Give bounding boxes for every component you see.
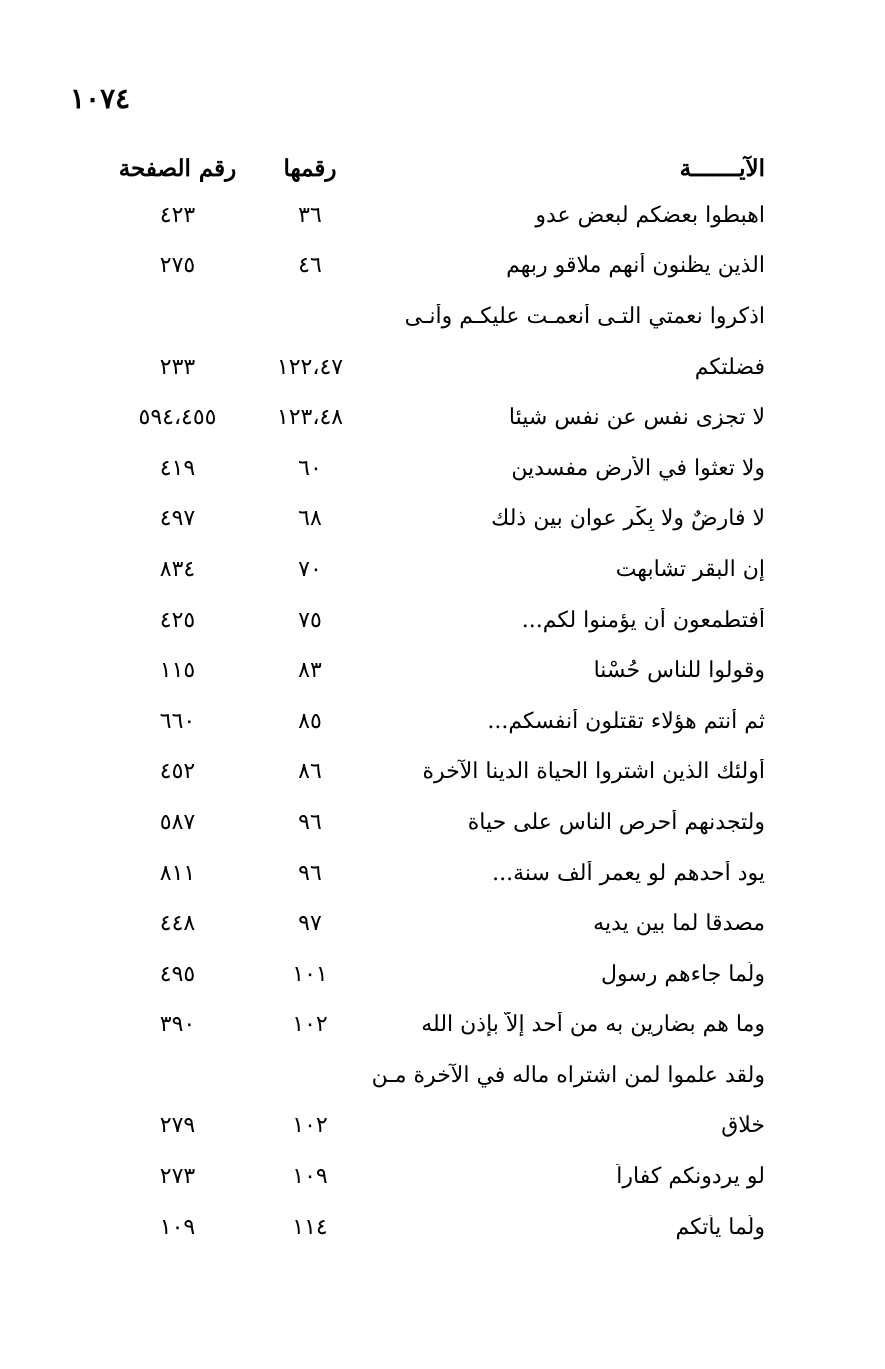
header-page: رقم الصفحة bbox=[118, 154, 237, 182]
page-ref: ٦٦٠ bbox=[159, 708, 196, 734]
table-row bbox=[100, 797, 765, 848]
ayah-number: ٧٥ bbox=[298, 607, 322, 633]
table-row bbox=[100, 1202, 765, 1253]
page-ref: ٤٢٥ bbox=[159, 607, 196, 633]
page-ref: ٤٤٨ bbox=[159, 911, 196, 937]
table-row bbox=[100, 747, 765, 798]
table-row bbox=[100, 291, 765, 342]
ayah-text: أفتطمعون أن يؤمنوا لكم... bbox=[521, 607, 765, 633]
page-number: ١٠٧٤ bbox=[70, 82, 131, 115]
page-ref: ١١٥ bbox=[159, 658, 196, 684]
page-ref: ٨٣٤ bbox=[159, 556, 196, 582]
page-ref: ٤٢٣ bbox=[159, 202, 196, 228]
ayah-number: ٨٦ bbox=[298, 759, 322, 785]
ayah-number: ١٠٩ bbox=[292, 1164, 328, 1190]
table-row bbox=[100, 1151, 765, 1202]
ayah-number: ٩٦ bbox=[298, 809, 322, 835]
ayah-text: ولا تعثوا في الأرض مفسدين bbox=[511, 455, 765, 481]
page-ref: ٢٧٩ bbox=[159, 1113, 196, 1139]
ayah-number: ٨٣ bbox=[298, 658, 322, 684]
table-row bbox=[100, 696, 765, 747]
ayah-text: إن البقر تشابهت bbox=[615, 556, 765, 582]
ayah-number: ١٢٣،٤٨ bbox=[276, 405, 344, 431]
ayah-text: ولقد علموا لمن اشتراه ماله في الآخرة مـن bbox=[371, 1062, 765, 1088]
header-ayah: الآيـــــــة bbox=[679, 154, 765, 182]
page-ref: ٥٩٤،٤٥٥ bbox=[138, 405, 217, 431]
ayah-number: ١٠٢ bbox=[292, 1012, 328, 1038]
table-row bbox=[100, 1000, 765, 1051]
ayah-text: خلاق bbox=[721, 1113, 765, 1139]
ayah-text: لا تجزى نفس عن نفس شيئا bbox=[508, 405, 765, 431]
ayah-number: ٣٦ bbox=[298, 202, 322, 228]
ayah-text: يود أحدهم لو يعمر ألف سنة... bbox=[492, 860, 765, 886]
ayah-text: مصدقا لما بين يديه bbox=[593, 911, 765, 937]
table-row bbox=[100, 392, 765, 443]
ayah-number: ٤٦ bbox=[298, 253, 322, 279]
ayah-number: ٩٧ bbox=[298, 911, 322, 937]
ayah-text: ولتجدنهم أحرص الناس على حياة bbox=[467, 809, 765, 835]
page-ref: ٢٧٥ bbox=[159, 253, 196, 279]
table-row bbox=[100, 898, 765, 949]
table-row bbox=[100, 848, 765, 899]
ayah-text: اذكروا نعمتي التـى أنعمـت عليكـم وأنـى bbox=[404, 303, 765, 329]
page-ref: ٢٧٣ bbox=[159, 1164, 196, 1190]
ayah-number: ١١٤ bbox=[292, 1214, 328, 1240]
ayah-text: ثم أنتم هؤلاء تقتلون أنفسكم... bbox=[487, 708, 765, 734]
page-ref: ٤١٩ bbox=[159, 455, 196, 481]
ayah-number: ١٠٢ bbox=[292, 1113, 328, 1139]
ayah-text: الذين يظنون أنهم ملاقو ربهم bbox=[506, 253, 765, 279]
table-row bbox=[100, 544, 765, 595]
verse-index-table bbox=[100, 146, 765, 1252]
ayah-number: ٦٠ bbox=[298, 455, 322, 481]
ayah-text: وما هم بضارين به من أحد إلاّ بإذن الله bbox=[421, 1012, 765, 1038]
ayah-text: لا فارضٌ ولا بِكْر عوان بين ذلك bbox=[491, 506, 765, 532]
table-row bbox=[100, 1101, 765, 1152]
page-ref: ٥٨٧ bbox=[159, 809, 196, 835]
page-ref: ١٠٩ bbox=[159, 1214, 196, 1240]
ayah-number: ٦٨ bbox=[298, 506, 322, 532]
table-row bbox=[100, 494, 765, 545]
page-ref: ٣٩٠ bbox=[159, 1012, 196, 1038]
page-ref: ٢٣٣ bbox=[159, 354, 196, 380]
table-row bbox=[100, 1050, 765, 1101]
ayah-number: ٧٠ bbox=[298, 556, 322, 582]
ayah-text: ولّما جاءهم رسول bbox=[600, 961, 765, 987]
ayah-text: ولّما يأتكم bbox=[675, 1214, 765, 1240]
ayah-number: ١٢٢،٤٧ bbox=[276, 354, 344, 380]
ayah-text: لو يردونكم كفاراً bbox=[616, 1164, 765, 1190]
table-row bbox=[100, 595, 765, 646]
table-row bbox=[100, 241, 765, 292]
ayah-text: فضلتكم bbox=[694, 354, 765, 380]
ayah-number: ١٠١ bbox=[292, 961, 328, 987]
ayah-text: أولئك الذين اشتروا الحياة الدينا الآخرة bbox=[422, 759, 765, 785]
table-row bbox=[100, 190, 765, 241]
table-row bbox=[100, 645, 765, 696]
table-row bbox=[100, 949, 765, 1000]
header-number: رقمها bbox=[283, 154, 337, 182]
page-ref: ٤٥٢ bbox=[159, 759, 196, 785]
page-ref: ٨١١ bbox=[159, 860, 196, 886]
ayah-text: اهبطوا بعضكم لبعض عدو bbox=[535, 202, 765, 228]
page-ref: ٤٩٧ bbox=[159, 506, 196, 532]
table-row bbox=[100, 443, 765, 494]
table-header bbox=[100, 146, 765, 190]
page-ref: ٤٩٥ bbox=[159, 961, 196, 987]
ayah-text: وقولوا للناس حُسْنا bbox=[593, 658, 765, 684]
ayah-number: ٩٦ bbox=[298, 860, 322, 886]
table-row bbox=[100, 342, 765, 393]
ayah-number: ٨٥ bbox=[298, 708, 322, 734]
